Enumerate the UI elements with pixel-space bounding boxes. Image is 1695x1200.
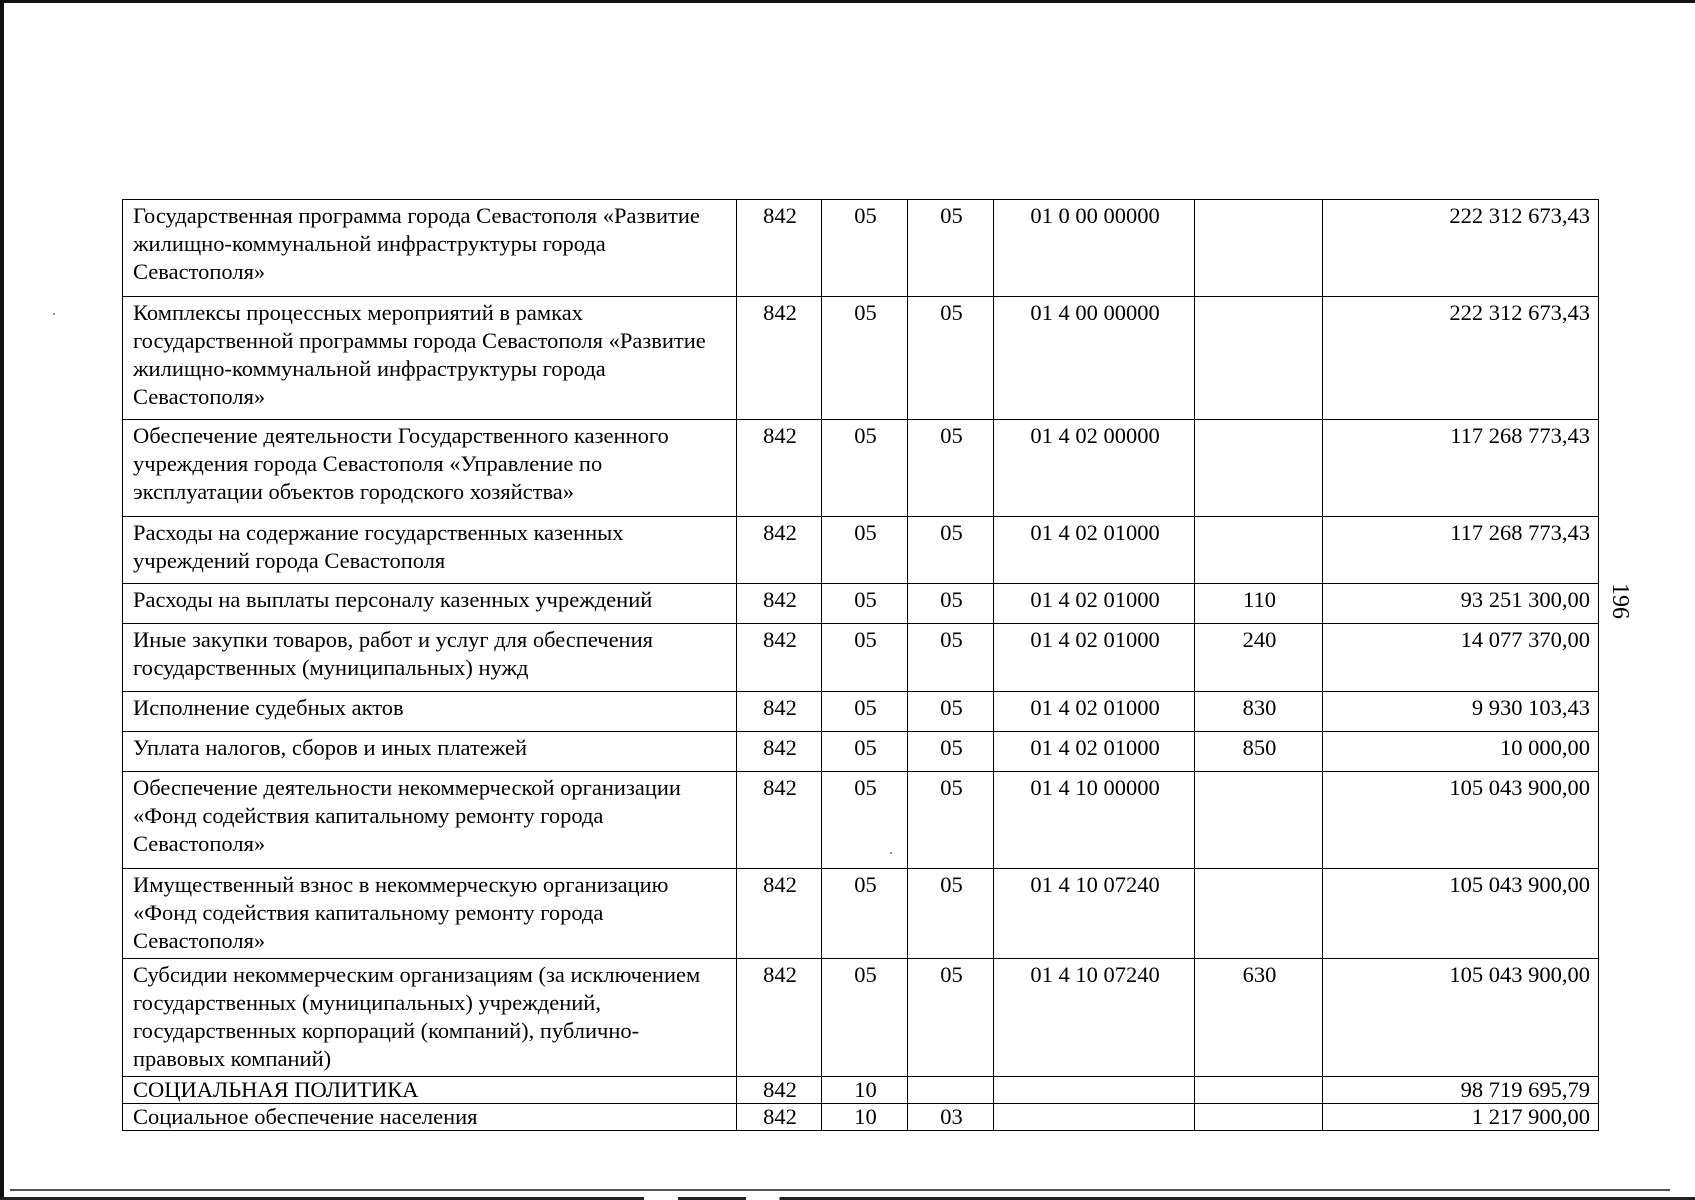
cell-pr [908,1077,994,1104]
cell-sum: 14 077 370,00 [1323,624,1599,692]
row-name: Расходы на содержание государственных казенных учреждений города Севастополя [123,517,737,584]
cell-pr: 05 [908,692,994,732]
cell-sum: 93 251 300,00 [1323,584,1599,624]
cell-csr: 01 4 02 01000 [994,692,1195,732]
cell-vr [1195,869,1323,959]
cell-rz: 05 [822,200,908,297]
table-row [123,420,1599,517]
cell-sum: 105 043 900,00 [1323,772,1599,869]
cell-ved: 842 [737,420,822,517]
cell-vr: 850 [1195,732,1323,772]
scan-line-bottom [10,1189,1670,1191]
cell-rz: 05 [822,869,908,959]
cell-pr: 05 [908,297,994,420]
row-name: Обеспечение деятельности Государственного казенного учреждения города Севастополя «Управление по эксплуатации объектов городского хозяйства» [123,420,737,517]
cell-sum: 1 217 900,00 [1323,1104,1599,1131]
cell-vr [1195,772,1323,869]
cell-csr: 01 4 00 00000 [994,297,1195,420]
cell-pr: 05 [908,772,994,869]
row-name: Расходы на выплаты персоналу казенных учреждений [123,584,737,624]
scan-speck [53,313,55,315]
scan-border-top [0,0,1695,3]
table-row [123,517,1599,584]
cell-ved: 842 [737,772,822,869]
table-row [123,732,1599,772]
cell-csr: 01 4 10 07240 [994,869,1195,959]
table-row [123,1077,1599,1104]
cell-sum: 222 312 673,43 [1323,297,1599,420]
cell-sum: 105 043 900,00 [1323,869,1599,959]
cell-vr: 630 [1195,959,1323,1077]
cell-vr [1195,1077,1323,1104]
cell-pr: 05 [908,959,994,1077]
cell-pr: 05 [908,869,994,959]
cell-csr [994,1077,1195,1104]
cell-vr: 830 [1195,692,1323,732]
cell-pr: 05 [908,624,994,692]
cell-rz: 05 [822,959,908,1077]
cell-ved: 842 [737,869,822,959]
budget-table [122,199,1599,1131]
cell-sum: 117 268 773,43 [1323,517,1599,584]
row-name: Государственная программа города Севастополя «Развитие жилищно-коммунальной инфраструктуры города Севастополя» [123,200,737,297]
row-name: Уплата налогов, сборов и иных платежей [123,732,737,772]
cell-csr: 01 4 02 01000 [994,517,1195,584]
table-row [123,1104,1599,1131]
cell-vr [1195,1104,1323,1131]
cell-pr: 05 [908,200,994,297]
cell-ved: 842 [737,200,822,297]
row-name: Иные закупки товаров, работ и услуг для обеспечения государственных (муниципальных) нужд [123,624,737,692]
table-row [123,584,1599,624]
cell-sum: 98 719 695,79 [1323,1077,1599,1104]
cell-ved: 842 [737,732,822,772]
cell-rz: 05 [822,692,908,732]
cell-rz: 05 [822,420,908,517]
row-name: СОЦИАЛЬНАЯ ПОЛИТИКА [123,1077,737,1104]
cell-pr: 03 [908,1104,994,1131]
cell-sum: 105 043 900,00 [1323,959,1599,1077]
scan-border-left [0,0,4,1200]
cell-csr: 01 4 10 07240 [994,959,1195,1077]
cell-csr: 01 0 00 00000 [994,200,1195,297]
row-name: Комплексы процессных мероприятий в рамках государственной программы города Севастополя «Развитие жилищно-коммунальной инфраструктуры города Севастополя» [123,297,737,420]
cell-csr: 01 4 02 01000 [994,732,1195,772]
row-name: Исполнение судебных актов [123,692,737,732]
cell-vr [1195,200,1323,297]
table-row [123,869,1599,959]
cell-rz: 05 [822,584,908,624]
cell-ved: 842 [737,1077,822,1104]
cell-rz: 05 [822,297,908,420]
table-row [123,624,1599,692]
cell-rz: 10 [822,1104,908,1131]
cell-rz: 05 [822,624,908,692]
cell-ved: 842 [737,692,822,732]
table-row [123,772,1599,869]
cell-csr [994,1104,1195,1131]
cell-ved: 842 [737,959,822,1077]
cell-sum: 10 000,00 [1323,732,1599,772]
row-name: Социальное обеспечение населения [123,1104,737,1131]
cell-ved: 842 [737,297,822,420]
cell-sum: 9 930 103,43 [1323,692,1599,732]
row-name: Субсидии некоммерческим организациям (за исключением государственных (муниципальных) учреждений, государственных корпораций (компаний), публично-правовых компаний) [123,959,737,1077]
table-row [123,297,1599,420]
cell-ved: 842 [737,517,822,584]
table-row [123,692,1599,732]
cell-rz: 05 [822,732,908,772]
cell-pr: 05 [908,732,994,772]
cell-vr [1195,517,1323,584]
row-name: Обеспечение деятельности некоммерческой организации «Фонд содействия капитальному ремонту города Севастополя» [123,772,737,869]
table-row [123,959,1599,1077]
cell-csr: 01 4 10 00000 [994,772,1195,869]
cell-vr [1195,297,1323,420]
cell-ved: 842 [737,1104,822,1131]
cell-pr: 05 [908,517,994,584]
cell-sum: 222 312 673,43 [1323,200,1599,297]
table-row [123,200,1599,297]
cell-rz: 05 [822,772,908,869]
cell-pr: 05 [908,584,994,624]
cell-csr: 01 4 02 01000 [994,624,1195,692]
cell-rz: 10 [822,1077,908,1104]
page-number: 196 [1607,583,1633,619]
cell-csr: 01 4 02 01000 [994,584,1195,624]
cell-vr: 240 [1195,624,1323,692]
cell-ved: 842 [737,624,822,692]
cell-vr: 110 [1195,584,1323,624]
cell-ved: 842 [737,584,822,624]
cell-csr: 01 4 02 00000 [994,420,1195,517]
cell-sum: 117 268 773,43 [1323,420,1599,517]
cell-vr [1195,420,1323,517]
cell-pr: 05 [908,420,994,517]
cell-rz: 05 [822,517,908,584]
row-name: Имущественный взнос в некоммерческую организацию «Фонд содействия капитальному ремонту города Севастополя» [123,869,737,959]
